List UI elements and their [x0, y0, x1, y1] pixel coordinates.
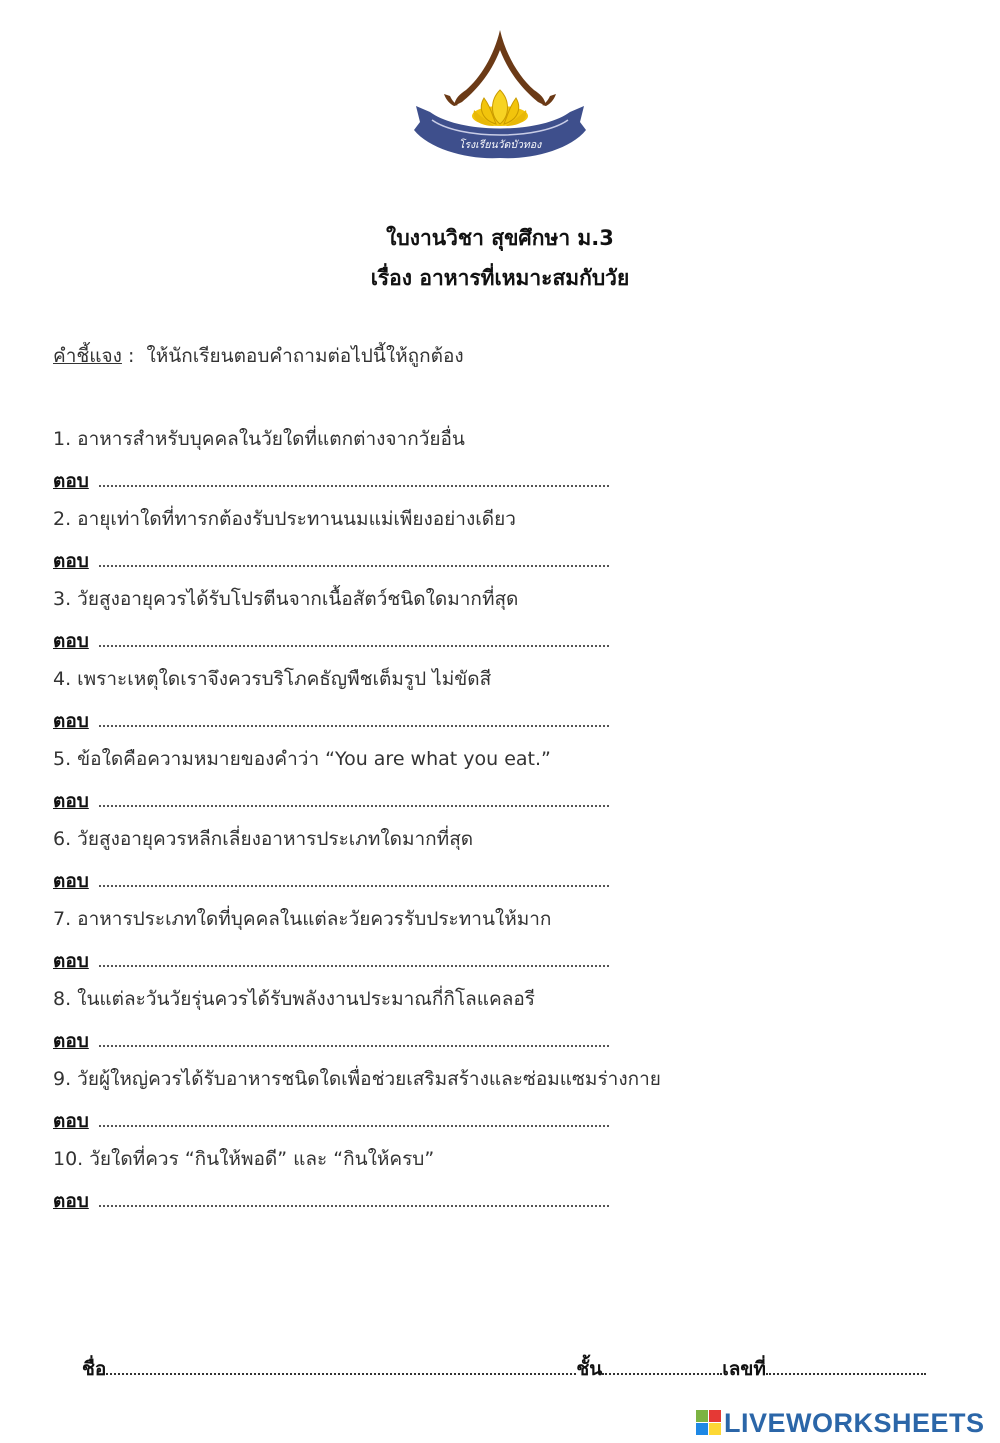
answer-label: ตอบ	[53, 470, 89, 492]
answer-field[interactable]	[99, 1031, 609, 1047]
answer-line	[53, 786, 609, 816]
lotus-icon	[472, 90, 528, 126]
answer-label: ตอบ	[53, 870, 89, 892]
answer-line	[53, 866, 609, 896]
question-text: 9. วัยผู้ใหญ่ควรได้รับอาหารชนิดใดเพื่อช่วยเสริมสร้างและซ่อมแซมร่างกาย	[53, 1068, 661, 1090]
answer-field[interactable]	[99, 1191, 609, 1207]
question-text: 5. ข้อใดคือความหมายของคำว่า “You are what you eat.”	[53, 748, 551, 770]
answer-line	[53, 466, 609, 496]
question-text: 2. อายุเท่าใดที่ทารกต้องรับประทานนมแม่เพียงอย่างเดียว	[53, 508, 516, 530]
school-name: โรงเรียนวัดบัวทอง	[458, 139, 542, 151]
answer-line	[53, 546, 609, 576]
answer-field[interactable]	[99, 471, 609, 487]
answer-field[interactable]	[99, 711, 609, 727]
question-text: 6. วัยสูงอายุควรหลีกเลี่ยงอาหารประเภทใดมากที่สุด	[53, 828, 474, 850]
instructions-label: คำชี้แจง	[53, 345, 122, 367]
answer-field[interactable]	[99, 791, 609, 807]
question-text: 8. ในแต่ละวันวัยรุ่นควรได้รับพลังงานประมาณกี่กิโลแคลอรี	[53, 988, 536, 1010]
name-field[interactable]	[106, 1359, 576, 1375]
answer-label: ตอบ	[53, 710, 89, 732]
answer-field[interactable]	[99, 551, 609, 567]
answer-label: ตอบ	[53, 1030, 89, 1052]
question-text: 7. อาหารประเภทใดที่บุคคลในแต่ละวัยควรรับประทานให้มาก	[53, 908, 552, 930]
answer-label: ตอบ	[53, 790, 89, 812]
liveworksheets-name: LIVEWORKSHEETS	[724, 1407, 985, 1438]
answer-label: ตอบ	[53, 1110, 89, 1132]
number-field[interactable]	[766, 1359, 926, 1375]
name-label: ชื่อ	[82, 1358, 107, 1380]
liveworksheets-brand	[696, 1407, 985, 1439]
answer-field[interactable]	[99, 1111, 609, 1127]
number-label: เลขที่	[722, 1358, 766, 1380]
answer-field[interactable]	[99, 631, 609, 647]
answer-line	[53, 1026, 609, 1056]
question-text: 4. เพราะเหตุใดเราจึงควรบริโภคธัญพืชเต็มรูป ไม่ขัดสี	[53, 668, 492, 690]
student-info	[82, 1354, 926, 1384]
answer-line	[53, 706, 609, 736]
instructions-text: ให้นักเรียนตอบคำถามต่อไปนี้ให้ถูกต้อง	[146, 345, 464, 367]
worksheet-subtitle: เรื่อง อาหารที่เหมาะสมกับวัย	[370, 266, 630, 290]
class-label: ชั้น	[576, 1358, 603, 1380]
question-text: 3. วัยสูงอายุควรได้รับโปรตีนจากเนื้อสัตว์ชนิดใดมากที่สุด	[53, 588, 519, 610]
answer-label: ตอบ	[53, 1190, 89, 1212]
answer-label: ตอบ	[53, 630, 89, 652]
answer-label: ตอบ	[53, 950, 89, 972]
answer-line	[53, 946, 609, 976]
answer-label: ตอบ	[53, 550, 89, 572]
answer-field[interactable]	[99, 951, 609, 967]
liveworksheets-logo-icon	[696, 1410, 722, 1436]
instructions	[53, 341, 464, 371]
question-text: 10. วัยใดที่ควร “กินให้พอดี” และ “กินให้ครบ”	[53, 1148, 435, 1170]
school-logo	[410, 26, 590, 166]
answer-line	[53, 1186, 609, 1216]
question-text: 1. อาหารสำหรับบุคคลในวัยใดที่แตกต่างจากวัยอื่น	[53, 428, 465, 450]
worksheet-title: ใบงานวิชา สุขศึกษา ม.3	[386, 226, 614, 250]
answer-line	[53, 1106, 609, 1136]
answer-line	[53, 626, 609, 656]
answer-field[interactable]	[99, 871, 609, 887]
class-field[interactable]	[602, 1359, 722, 1375]
instructions-separator: :	[121, 345, 147, 367]
